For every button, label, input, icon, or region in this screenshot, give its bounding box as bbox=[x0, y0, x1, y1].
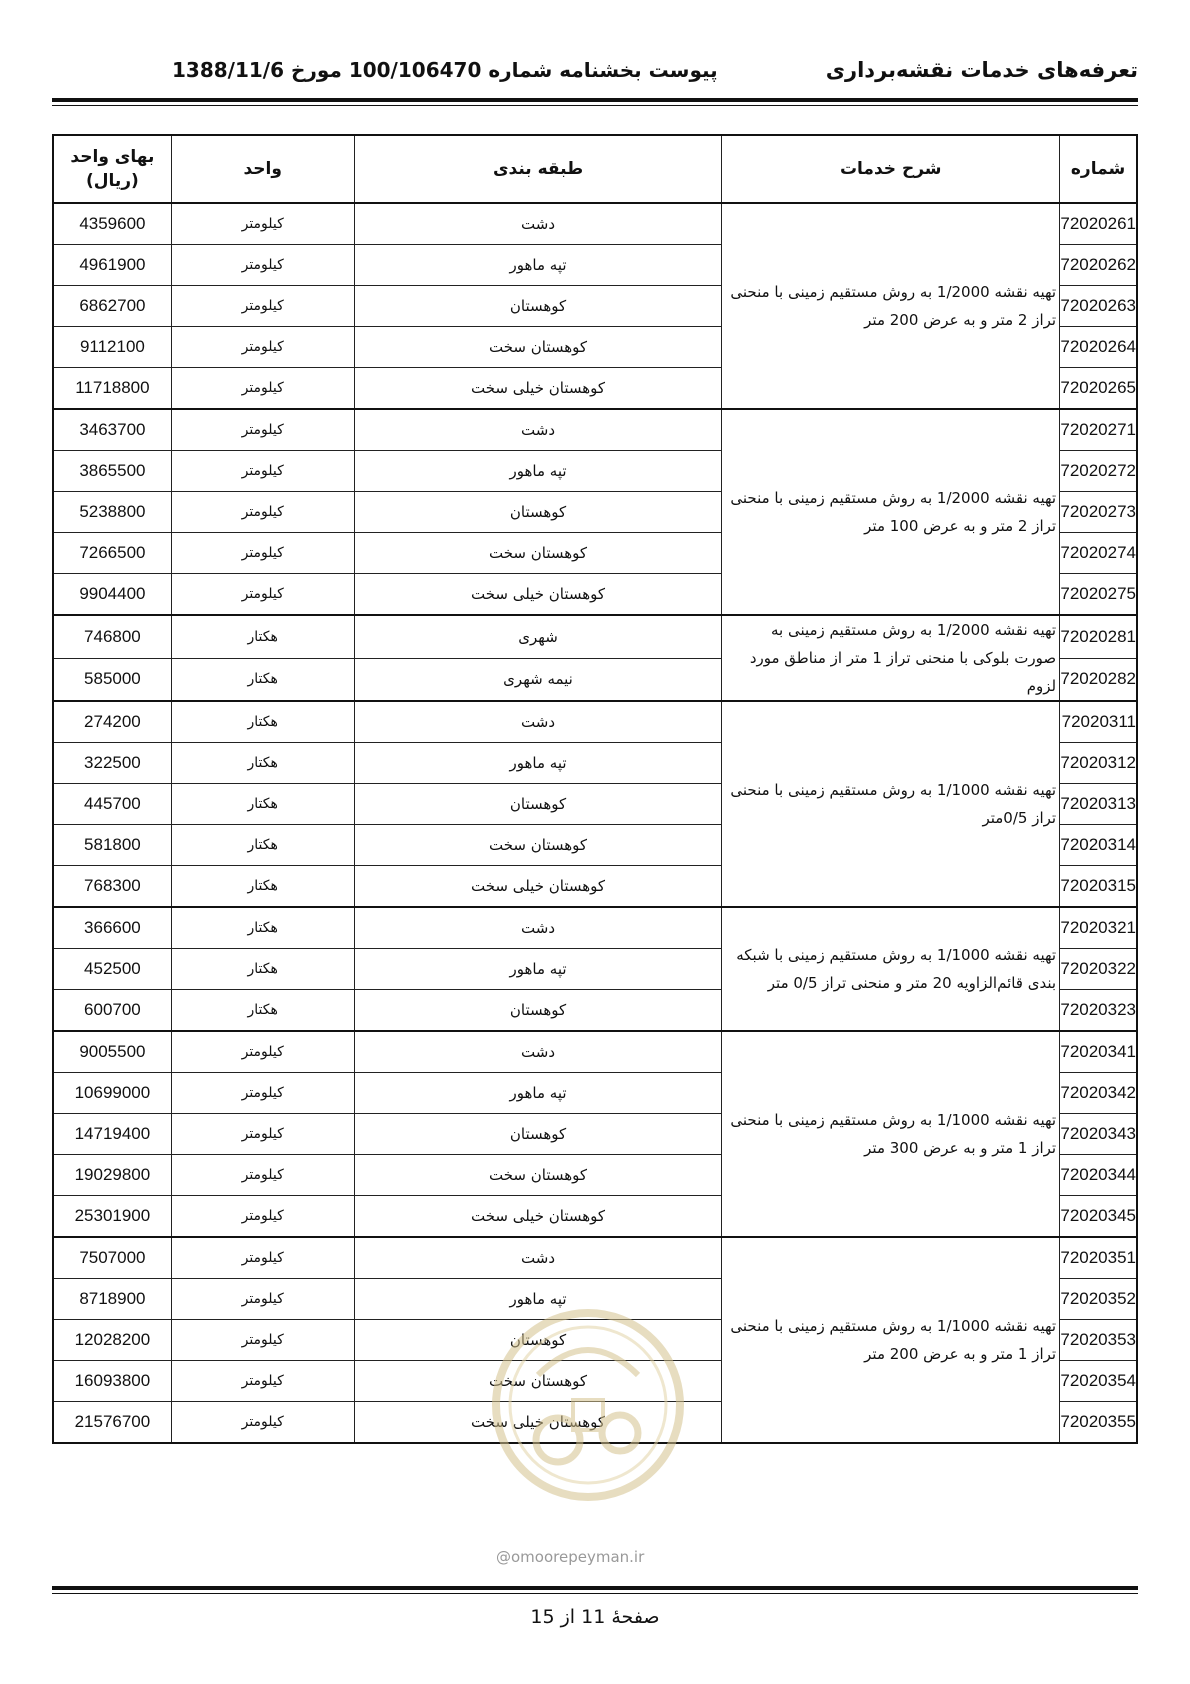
cell-number: 72020353 bbox=[1060, 1320, 1137, 1361]
table-row bbox=[53, 1031, 1137, 1073]
seal-logo-icon bbox=[488, 1305, 688, 1505]
header-number: شماره bbox=[1060, 135, 1137, 203]
cell-classification: شهری bbox=[354, 615, 722, 658]
cell-price: 768300 bbox=[53, 866, 171, 908]
cell-unit: کیلومتر bbox=[171, 492, 354, 533]
cell-price: 274200 bbox=[53, 701, 171, 743]
circular-reference: پیوست بخشنامه شماره 100/106470 مورخ 1388/11/6 bbox=[172, 58, 718, 82]
cell-price: 25301900 bbox=[53, 1196, 171, 1238]
cell-description: تهیه نقشه 1/1000 به روش مستقیم زمینی با شبکه بندی قائم‌الزاویه 20 متر و منحنی تراز 0/5 متر bbox=[722, 907, 1060, 1031]
cell-unit: کیلومتر bbox=[171, 1320, 354, 1361]
cell-number: 72020265 bbox=[1060, 368, 1137, 410]
cell-unit: هکتار bbox=[171, 825, 354, 866]
table-row bbox=[53, 907, 1137, 949]
cell-price: 4961900 bbox=[53, 245, 171, 286]
cell-unit: کیلومتر bbox=[171, 1155, 354, 1196]
cell-classification: دشت bbox=[354, 409, 722, 451]
cell-price: 322500 bbox=[53, 743, 171, 784]
cell-classification: کوهستان خیلی سخت bbox=[354, 1196, 722, 1238]
header-rule-thick bbox=[52, 98, 1138, 102]
cell-classification: کوهستان bbox=[354, 286, 722, 327]
cell-classification: نیمه شهری bbox=[354, 658, 722, 701]
cell-unit: کیلومتر bbox=[171, 1361, 354, 1402]
cell-number: 72020342 bbox=[1060, 1073, 1137, 1114]
cell-classification: کوهستان خیلی سخت bbox=[354, 866, 722, 908]
cell-price: 7266500 bbox=[53, 533, 171, 574]
footer-rule-thin bbox=[52, 1593, 1138, 1594]
table-row bbox=[53, 203, 1137, 245]
header-classification: طبقه بندی bbox=[354, 135, 722, 203]
cell-unit: هکتار bbox=[171, 658, 354, 701]
cell-price: 746800 bbox=[53, 615, 171, 658]
cell-price: 12028200 bbox=[53, 1320, 171, 1361]
cell-unit: کیلومتر bbox=[171, 1279, 354, 1320]
cell-price: 366600 bbox=[53, 907, 171, 949]
cell-classification: کوهستان bbox=[354, 990, 722, 1032]
cell-number: 72020355 bbox=[1060, 1402, 1137, 1444]
page-header bbox=[52, 58, 1138, 92]
cell-number: 72020344 bbox=[1060, 1155, 1137, 1196]
cell-unit: هکتار bbox=[171, 743, 354, 784]
cell-unit: هکتار bbox=[171, 615, 354, 658]
document-title: تعرفه‌های خدمات نقشه‌برداری bbox=[825, 58, 1138, 82]
cell-classification: کوهستان خیلی سخت bbox=[354, 1402, 722, 1444]
cell-price: 16093800 bbox=[53, 1361, 171, 1402]
cell-price: 14719400 bbox=[53, 1114, 171, 1155]
cell-price: 19029800 bbox=[53, 1155, 171, 1196]
cell-classification: دشت bbox=[354, 203, 722, 245]
cell-unit: هکتار bbox=[171, 990, 354, 1032]
cell-price: 7507000 bbox=[53, 1237, 171, 1279]
cell-price: 445700 bbox=[53, 784, 171, 825]
tariff-table bbox=[52, 134, 1138, 1444]
header-rule-thin bbox=[52, 105, 1138, 106]
cell-price: 3865500 bbox=[53, 451, 171, 492]
cell-unit: کیلومتر bbox=[171, 203, 354, 245]
cell-price: 10699000 bbox=[53, 1073, 171, 1114]
cell-unit: کیلومتر bbox=[171, 533, 354, 574]
cell-unit: کیلومتر bbox=[171, 327, 354, 368]
cell-unit: کیلومتر bbox=[171, 1196, 354, 1238]
cell-number: 72020314 bbox=[1060, 825, 1137, 866]
cell-unit: کیلومتر bbox=[171, 286, 354, 327]
cell-unit: کیلومتر bbox=[171, 1073, 354, 1114]
cell-number: 72020313 bbox=[1060, 784, 1137, 825]
footer-rule-thick bbox=[52, 1586, 1138, 1590]
cell-classification: کوهستان سخت bbox=[354, 533, 722, 574]
cell-price: 8718900 bbox=[53, 1279, 171, 1320]
cell-classification: تپه ماهور bbox=[354, 451, 722, 492]
cell-unit: هکتار bbox=[171, 784, 354, 825]
cell-unit: کیلومتر bbox=[171, 451, 354, 492]
cell-classification: کوهستان سخت bbox=[354, 1361, 722, 1402]
table-row bbox=[53, 615, 1137, 658]
cell-number: 72020273 bbox=[1060, 492, 1137, 533]
cell-price: 9005500 bbox=[53, 1031, 171, 1073]
cell-unit: کیلومتر bbox=[171, 409, 354, 451]
cell-number: 72020323 bbox=[1060, 990, 1137, 1032]
cell-description: تهیه نقشه 1/2000 به روش مستقیم زمینی به صورت بلوکی با منحنی تراز 1 متر از مناطق مورد لزوم bbox=[722, 615, 1060, 701]
header-description: شرح خدمات bbox=[722, 135, 1060, 203]
cell-classification: کوهستان bbox=[354, 492, 722, 533]
cell-classification: دشت bbox=[354, 1237, 722, 1279]
cell-classification: کوهستان خیلی سخت bbox=[354, 368, 722, 410]
cell-number: 72020322 bbox=[1060, 949, 1137, 990]
cell-description: تهیه نقشه 1/1000 به روش مستقیم زمینی با منحنی تراز 1 متر و به عرض 300 متر bbox=[722, 1031, 1060, 1237]
cell-price: 452500 bbox=[53, 949, 171, 990]
table-row bbox=[53, 1237, 1137, 1279]
cell-number: 72020271 bbox=[1060, 409, 1137, 451]
cell-number: 72020262 bbox=[1060, 245, 1137, 286]
page-number: صفحهٔ 11 از 15 bbox=[530, 1606, 660, 1628]
cell-number: 72020282 bbox=[1060, 658, 1137, 701]
cell-price: 3463700 bbox=[53, 409, 171, 451]
cell-number: 72020315 bbox=[1060, 866, 1137, 908]
cell-classification: دشت bbox=[354, 907, 722, 949]
cell-classification: تپه ماهور bbox=[354, 949, 722, 990]
cell-price: 581800 bbox=[53, 825, 171, 866]
cell-number: 72020263 bbox=[1060, 286, 1137, 327]
cell-classification: کوهستان سخت bbox=[354, 825, 722, 866]
cell-description: تهیه نقشه 1/1000 به روش مستقیم زمینی با منحنی تراز 1 متر و به عرض 200 متر bbox=[722, 1237, 1060, 1443]
cell-classification: تپه ماهور bbox=[354, 1073, 722, 1114]
cell-number: 72020311 bbox=[1060, 701, 1137, 743]
cell-number: 72020345 bbox=[1060, 1196, 1137, 1238]
cell-number: 72020272 bbox=[1060, 451, 1137, 492]
cell-unit: کیلومتر bbox=[171, 245, 354, 286]
cell-number: 72020351 bbox=[1060, 1237, 1137, 1279]
table-row bbox=[53, 409, 1137, 451]
cell-price: 4359600 bbox=[53, 203, 171, 245]
cell-classification: کوهستان bbox=[354, 784, 722, 825]
cell-price: 600700 bbox=[53, 990, 171, 1032]
cell-number: 72020281 bbox=[1060, 615, 1137, 658]
table-body bbox=[53, 203, 1137, 1443]
cell-price: 585000 bbox=[53, 658, 171, 701]
cell-unit: هکتار bbox=[171, 866, 354, 908]
table-header-row bbox=[53, 135, 1137, 203]
cell-unit: کیلومتر bbox=[171, 1114, 354, 1155]
cell-price: 11718800 bbox=[53, 368, 171, 410]
cell-unit: کیلومتر bbox=[171, 1402, 354, 1444]
cell-number: 72020352 bbox=[1060, 1279, 1137, 1320]
cell-number: 72020261 bbox=[1060, 203, 1137, 245]
cell-price: 21576700 bbox=[53, 1402, 171, 1444]
cell-description: تهیه نقشه 1/2000 به روش مستقیم زمینی با منحنی تراز 2 متر و به عرض 200 متر bbox=[722, 203, 1060, 409]
cell-number: 72020312 bbox=[1060, 743, 1137, 784]
cell-description: تهیه نقشه 1/1000 به روش مستقیم زمینی با منحنی تراز 0/5متر bbox=[722, 701, 1060, 907]
cell-price: 6862700 bbox=[53, 286, 171, 327]
cell-number: 72020274 bbox=[1060, 533, 1137, 574]
cell-unit: کیلومتر bbox=[171, 1237, 354, 1279]
cell-number: 72020264 bbox=[1060, 327, 1137, 368]
cell-unit: هکتار bbox=[171, 907, 354, 949]
cell-unit: کیلومتر bbox=[171, 574, 354, 616]
cell-number: 72020341 bbox=[1060, 1031, 1137, 1073]
cell-classification: کوهستان bbox=[354, 1320, 722, 1361]
cell-classification: تپه ماهور bbox=[354, 1279, 722, 1320]
cell-unit: هکتار bbox=[171, 701, 354, 743]
header-unit: واحد bbox=[171, 135, 354, 203]
cell-price: 9112100 bbox=[53, 327, 171, 368]
cell-unit: هکتار bbox=[171, 949, 354, 990]
cell-number: 72020354 bbox=[1060, 1361, 1137, 1402]
cell-number: 72020275 bbox=[1060, 574, 1137, 616]
cell-number: 72020343 bbox=[1060, 1114, 1137, 1155]
watermark-text: @omoorepeyman.ir bbox=[496, 1548, 645, 1566]
cell-price: 9904400 bbox=[53, 574, 171, 616]
cell-description: تهیه نقشه 1/2000 به روش مستقیم زمینی با منحنی تراز 2 متر و به عرض 100 متر bbox=[722, 409, 1060, 615]
cell-unit: کیلومتر bbox=[171, 1031, 354, 1073]
cell-classification: دشت bbox=[354, 1031, 722, 1073]
cell-classification: کوهستان سخت bbox=[354, 1155, 722, 1196]
cell-classification: کوهستان سخت bbox=[354, 327, 722, 368]
cell-classification: تپه ماهور bbox=[354, 245, 722, 286]
cell-classification: کوهستان bbox=[354, 1114, 722, 1155]
cell-price: 5238800 bbox=[53, 492, 171, 533]
cell-classification: دشت bbox=[354, 701, 722, 743]
cell-unit: کیلومتر bbox=[171, 368, 354, 410]
cell-classification: تپه ماهور bbox=[354, 743, 722, 784]
cell-number: 72020321 bbox=[1060, 907, 1137, 949]
cell-classification: کوهستان خیلی سخت bbox=[354, 574, 722, 616]
table-row bbox=[53, 701, 1137, 743]
header-price: بهای واحد (ریال) bbox=[53, 135, 171, 203]
